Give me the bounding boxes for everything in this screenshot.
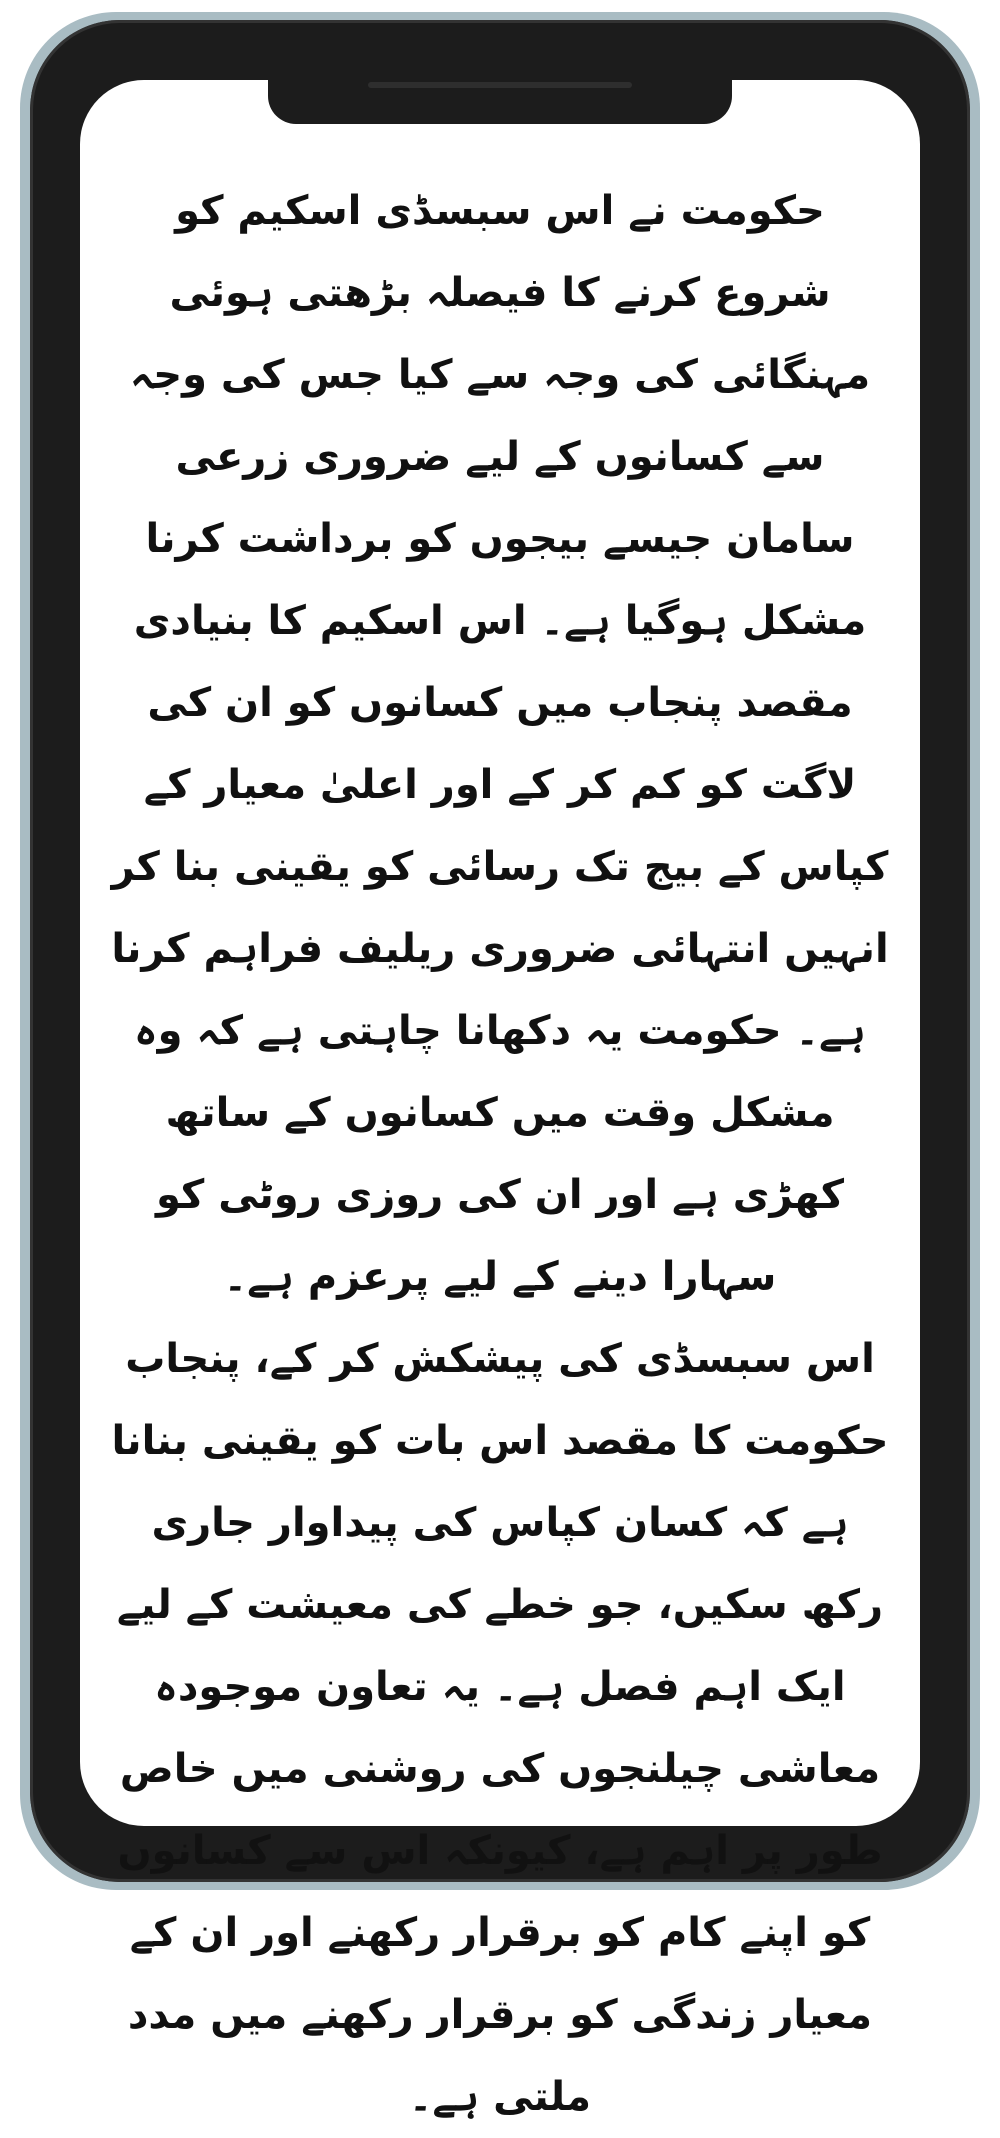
speaker-grille-icon bbox=[368, 82, 632, 88]
phone-screen bbox=[80, 80, 920, 2120]
paragraph-1: حکومت نے اس سبسڈی اسکیم کو شروع کرنے کا فیصلہ بڑھتی ہوئی مہنگائی کی وجہ سے کیا جس کی وجہ سے کسانوں کے لیے ضروری زرعی سامان جیسے بیجوں کو برداشت کرنا مشکل ہوگیا ہے۔ اس اسکیم کا بنیادی مقصد پنجاب میں کسانوں کو ان کی لاگت کو کم کر کے اور اعلیٰ معیار کے کپاس کے بیج تک رسائی کو یقینی بنا کر انہیں انتہائی ضروری ریلیف فراہم کرنا ہے۔ حکومت یہ دکھانا چاہتی ہے کہ وہ مشکل وقت میں کسانوں کے ساتھ کھڑی ہے اور ان کی روزی روٹی کو سہارا دینے کے لیے پرعزم ہے۔ bbox=[111, 188, 889, 1300]
article-text bbox=[110, 170, 890, 2138]
phone-notch bbox=[268, 58, 732, 124]
paragraph-2: اس سبسڈی کی پیشکش کر کے، پنجاب حکومت کا مقصد اس بات کو یقینی بنانا ہے کہ کسان کپاس کی پیداوار جاری رکھ سکیں، جو خطے کی معیشت کے لیے ایک اہم فصل ہے۔ یہ تعاون موجودہ معاشی چیلنجوں کی روشنی میں خاص طور پر اہم ہے، کیونکہ اس سے کسانوں کو اپنے کام کو برقرار رکھنے اور ان کے معیار زندگی کو برقرار رکھنے میں مدد ملتی ہے۔ bbox=[111, 1336, 889, 2120]
